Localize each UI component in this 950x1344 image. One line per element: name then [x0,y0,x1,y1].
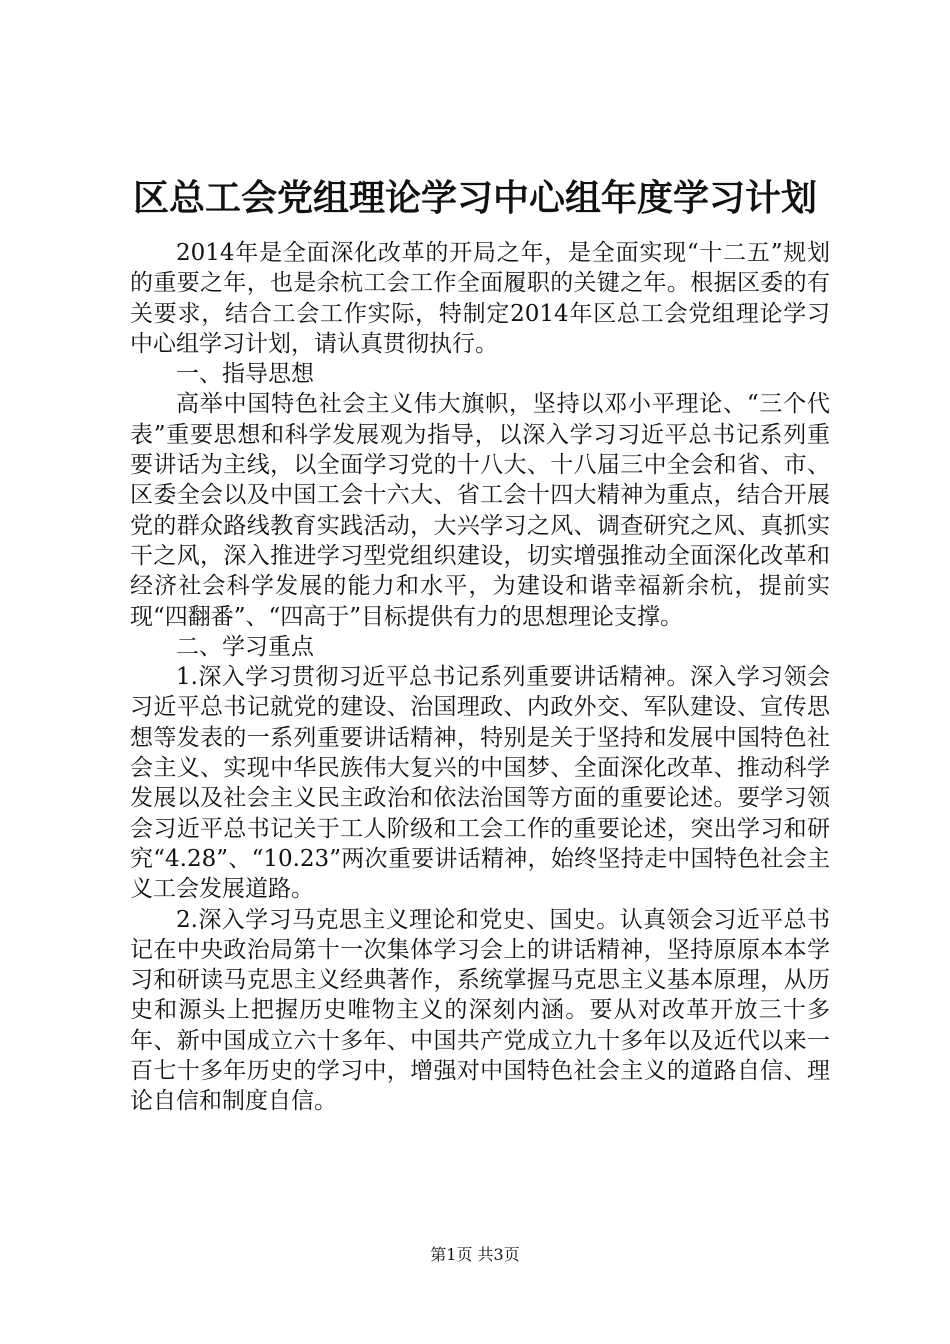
page-number-footer: 第1页 共3页 [430,1245,520,1264]
guiding-ideology-paragraph: 高举中国特色社会主义伟大旗帜，坚持以邓小平理论、“三个代表”重要思想和科学发展观为指导，以深入学习习近平总书记系列重要讲话为主线，以全面学习党的十八大、十八届三中全会和省、市、区委全会以及中国工会十六大、省工会十四大精神为重点，结合开展党的群众路线教育实践活动，大兴学习之风、调查研究之风、真抓实干之风，深入推进学习型党组织建设，切实增强推动全面深化改革和经济社会科学发展的能力和水平，为建设和谐幸福新余杭，提前实现“四翻番”、“四高于”目标提供有力的思想理论支撑。 [130,391,830,630]
section-heading-study-focus: 二、学习重点 [176,633,314,660]
intro-paragraph: 2014年是全面深化改革的开局之年，是全面实现“十二五”规划的重要之年，也是余杭工会工作全面履职的关键之年。根据区委的有关要求，结合工会工作实际，特制定2014年区总工会党组理论学习中心组学习计划，请认真贯彻执行。 [130,240,830,357]
document-title: 区总工会党组理论学习中心组年度学习计划 [132,177,817,219]
study-focus-item-2: 2.深入学习马克思主义理论和党史、国史。认真领会习近平总书记在中央政治局第十一次集体学习会上的讲话精神，坚持原原本本学习和研读马克思主义经典著作，系统掌握马克思主义基本原理，从历史和源头上把握历史唯物主义的深刻内涵。要从对改革开放三十多年、新中国成立六十多年、中国共产党成立九十多年以及近代以来一百七十多年历史的学习中，增强对中国特色社会主义的道路自信、理论自信和制度自信。 [130,906,830,1115]
study-focus-item-1: 1.深入学习贯彻习近平总书记系列重要讲话精神。深入学习领会习近平总书记就党的建设、治国理政、内政外交、军队建设、宣传思想等发表的一系列重要讲话精神，特别是关于坚持和发展中国特色社会主义、实现中华民族伟大复兴的中国梦、全面深化改革、推动科学发展以及社会主义民主政治和依法治国等方面的重要论述。要学习领会习近平总书记关于工人阶级和工会工作的重要论述，突出学习和研究“4.28”、“10.23”两次重要讲话精神，始终坚持走中国特色社会主义工会发展道路。 [130,664,830,903]
document-body [130,238,830,1117]
section-heading-guiding-ideology: 一、指导思想 [176,361,314,388]
